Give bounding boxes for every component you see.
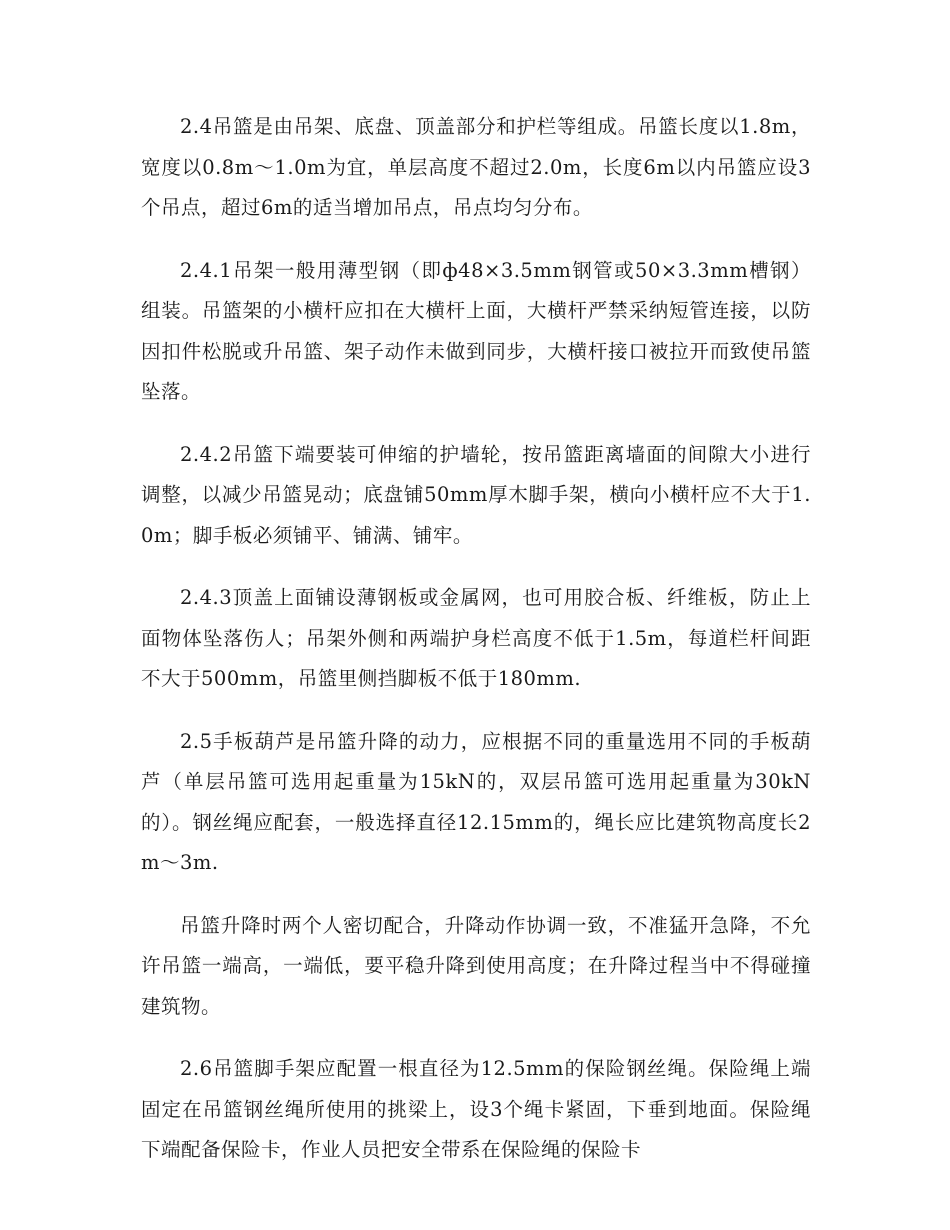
paragraph-2-4-2: 2.4.2吊篮下端要装可伸缩的护墙轮，按吊篮距离墙面的间隙大小进行调整，以减少吊篮晃动；底盘铺50mm厚木脚手架，横向小横杆应不大于1.0m；脚手板必须铺平、铺满、铺牢。 <box>141 442 811 547</box>
document-body <box>141 107 811 1171</box>
paragraph-2-6: 2.6吊篮脚手架应配置一根直径为12.5mm的保险钢丝绳。保险绳上端固定在吊篮钢丝绳所使用的挑梁上，设3个绳卡紧固，下垂到地面。保险绳下端配备保险卡，作业人员把安全带系在保险绳的保险卡 <box>141 1057 811 1161</box>
paragraph-lifting-note: 吊篮升降时两个人密切配合，升降动作协调一致，不准猛开急降，不允许吊篮一端高，一端低，要平稳升降到使用高度；在升降过程当中不得碰撞建筑物。 <box>141 913 811 1018</box>
paragraph-2-4: 2.4吊篮是由吊架、底盘、顶盖部分和护栏等组成。吊篮长度以1.8m，宽度以0.8m～1.0m为宜，单层高度不超过2.0m，长度6m以内吊篮应设3个吊点，超过6m的适当增加吊点，吊点均匀分布。 <box>141 115 811 219</box>
paragraph-2-4-1: 2.4.1吊架一般用薄型钢（即ф48×3.5mm钢管或50×3.3mm槽钢）组装。吊篮架的小横杆应扣在大横杆上面，大横杆严禁采纳短管连接，以防因扣件松脱或升吊篮、架子动作未做到同步，大横杆接口被拉开而致使吊篮坠落。 <box>141 258 811 403</box>
paragraph-2-5: 2.5手板葫芦是吊篮升降的动力，应根据不同的重量选用不同的手板葫芦（单层吊篮可选用起重量为15kN的，双层吊篮可选用起重量为30kN的）。钢丝绳应配套，一般选择直径12.15mm的，绳长应比建筑物高度长2m～3m. <box>141 729 811 874</box>
paragraph-2-4-3: 2.4.3顶盖上面铺设薄钢板或金属网，也可用胶合板、纤维板，防止上面物体坠落伤人；吊架外侧和两端护身栏高度不低于1.5m，每道栏杆间距不大于500mm，吊篮里侧挡脚板不低于180mm. <box>141 586 811 690</box>
